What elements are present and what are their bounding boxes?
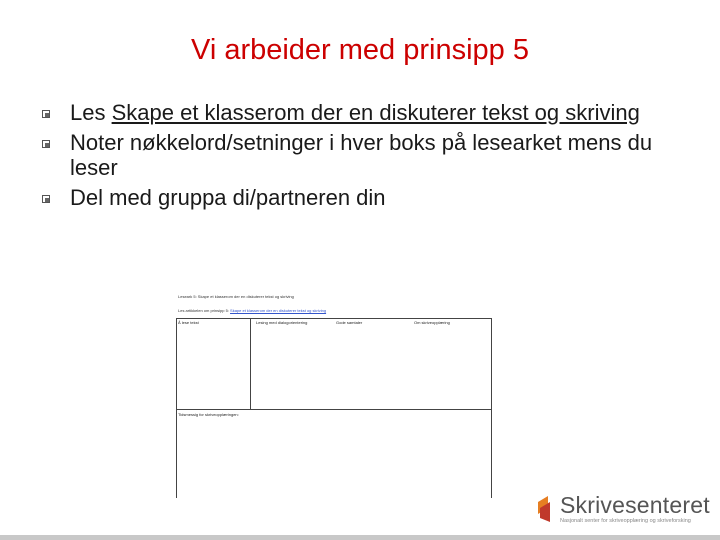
table-header-cell: Å lese tekst (178, 320, 199, 325)
bullet-text: Les (70, 100, 112, 125)
table-header-cell: Gode samtaler (336, 320, 363, 325)
table-right-border (491, 318, 492, 498)
bullet-list (40, 100, 700, 215)
worksheet-source-label: Les artikkelen om prinsipp 5: (178, 308, 231, 313)
logo-tagline: Nasjonalt senter for skriveopplæring og skriveforsking (560, 518, 691, 524)
logo-mark-icon (536, 494, 556, 524)
table-left-border (176, 318, 177, 498)
bullet-marker-icon (42, 140, 50, 148)
worksheet-heading: Leseark 5: Skape et klasserom der en diskuterer tekst og skriving (178, 294, 294, 299)
table-header-cell: Lesing med dialogorientering (256, 320, 308, 325)
article-link[interactable]: Skape et klasserom der en diskuterer tekst og skriving (111, 100, 640, 125)
bullet-text: Del med gruppa di/partneren din (70, 185, 386, 210)
bullet-text: Noter nøkkelord/setninger i hver boks på lesearket mens du leser (70, 130, 653, 180)
bullet-item (40, 130, 700, 180)
table-column-divider (250, 318, 251, 409)
bullet-item (40, 100, 700, 125)
bullet-marker-icon (42, 195, 50, 203)
bullet-marker-icon (42, 110, 50, 118)
logo-name: Skrivesenteret (560, 492, 710, 518)
table-middle-border (176, 409, 492, 410)
worksheet-source-link: Skape et klasserom der en diskuterer tekst og skriving (230, 308, 327, 313)
table-header-cell: Om skriveopplæring (414, 320, 450, 325)
slide-title: Vi arbeider med prinsipp 5 (191, 34, 529, 66)
worksheet-thumbnail (170, 290, 492, 498)
worksheet-source (178, 308, 326, 313)
bullet-item (40, 185, 700, 210)
table-top-border (176, 318, 492, 319)
worksheet-note: Tidsmessig for skriveopplæringen: (178, 412, 239, 417)
skrivesenteret-logo (536, 494, 716, 534)
footer-bar (0, 535, 720, 540)
